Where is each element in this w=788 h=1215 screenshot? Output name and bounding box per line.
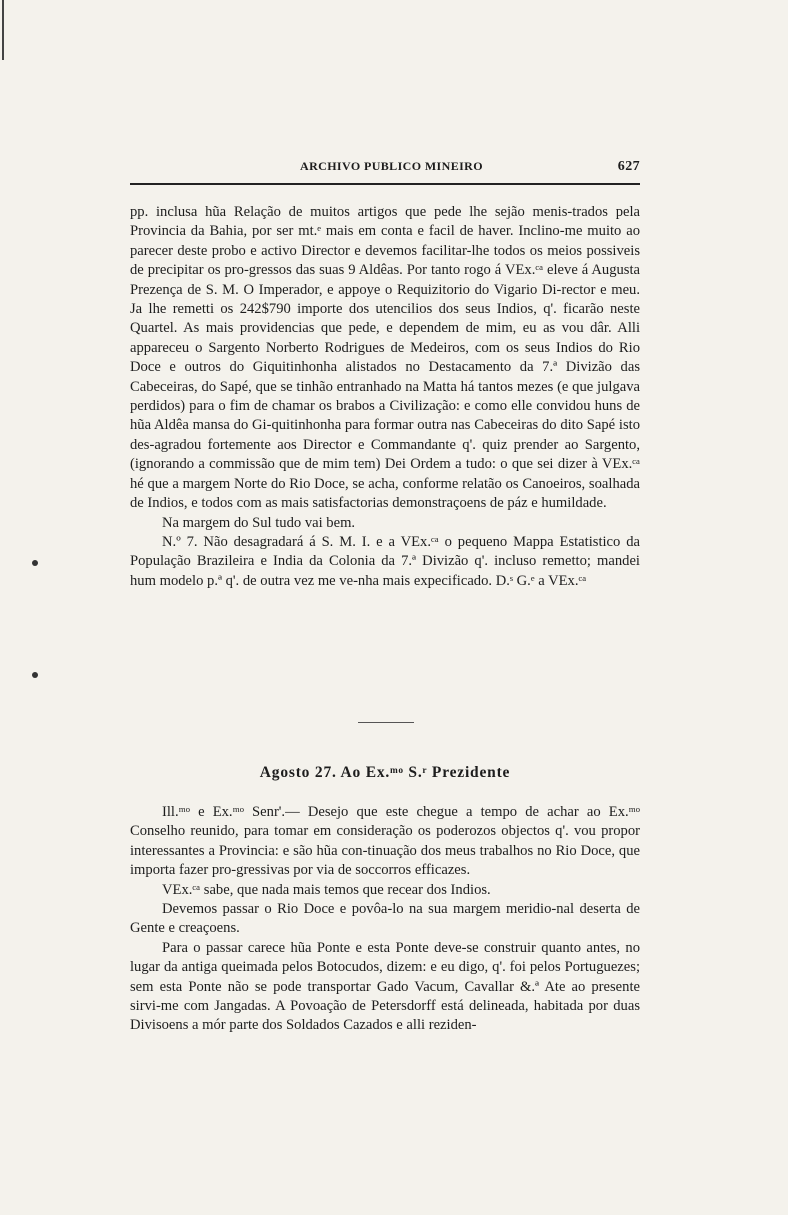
paragraph: Para o passar carece hũa Ponte e esta Ponte deve-se construir quanto antes, no lugar da antiga queimada pelos Botocudos, dizem: e eu digo, q'. foi pelos Portuguezes; sem esta Ponte não se pode transportar Gado Vacum, Cavallar &.ª Ate ao presente sirvi-me com Jangadas. A Povoação de Petersdorff está delineada, habitada por duas Divisoens a mór parte dos Soldados Cazados e alli reziden- [130, 939, 640, 1034]
page-edge-mark [2, 0, 4, 60]
header-rule [130, 183, 640, 185]
page-number: 627 [617, 159, 640, 174]
paragraph: pp. inclusa hũa Relação de muitos artigos que pede lhe sejão menis-trados pela Provincia da Bahia, por ser mt.ᵉ mais em conta e facil de haver. Inclino-me muito ao parecer deste probo e activo Director e devemos facilitar-lhe todos os meios possiveis de precipitar os pro-gressos das suas 9 Aldêas. Por tanto rogo á VEx.ᶜᵃ eleve á Augusta Prezença de S. M. O Imperador, e appoye o Requizitorio do Vigario Di-rector e meu. Ja lhe remetti os 242$790 importe dos utencilios dos seus Indios, q'. ficarão neste Quartel. As mais providencias que pede, e dependem de mim, eu as vou dâr. Alli appareceu o Sargento Norberto Rodrigues de Medeiros, com os seus Indios do Rio Doce e outros do Giquitinhonha alistados no Destacamento da 7.ª Divizão das Cabeceiras, do Sapé, que se tinhão entranhado na Matta há tantos mezes (e que julgava perdidos) para o fim de chamar os brabos a Civilização: e como elle convidou huns de hũa Aldêa mansa do Gi-quitinhonha para formar outra nas Cabeceiras do dito Sapé isto des-agradou fortemente aos Director e Commandante q'. quiz prender ao Sargento, (ignorando a commissão que de mim tem) Dei Ordem a tudo: o que sei dizer à VEx.ᶜᵃ hé que a margem Norte do Rio Doce, se acha, conforme relatão os Canoeiros, soalhada de Indios, e todos com as mais satisfactorias demonstraçoens de páz e humildade. [130, 204, 640, 512]
section-separator [358, 722, 414, 723]
running-header [130, 159, 640, 177]
margin-dot [32, 560, 38, 566]
letter-continuation [130, 203, 640, 591]
margin-dot [32, 672, 38, 678]
paragraph: Devemos passar o Rio Doce e povôa-lo na sua margem meridio-nal deserta de Gente e creaçoens. [130, 901, 640, 937]
new-letter [130, 803, 640, 1036]
header-title: ARCHIVO PUBLICO MINEIRO [300, 159, 483, 173]
paragraph: VEx.ᶜᵃ sabe, que nada mais temos que recear dos Indios. [162, 881, 491, 898]
paragraph: Ill.ᵐᵒ e Ex.ᵐᵒ Senr'.— Desejo que este chegue a tempo de achar ao Ex.ᵐᵒ Conselho reunido, para tomar em consideração os poderozos objectos q'. vou propor interessantes a Provincia: e são hũa con-tinuação dos meus trabalhos no Rio Doce, que importa fazer pro-gressivas por via de soccorros efficazes. [130, 804, 640, 879]
section-heading: Agosto 27. Ao Ex.ᵐᵒ S.ʳ Prezidente [259, 764, 511, 781]
paragraph: N.º 7. Não desagradará á S. M. I. e a VEx.ᶜᵃ o pequeno Mappa Estatistico da População Brazileira e India da Colonia da 7.ª Divizão q'. incluso remetto; mandei hum modelo p.ª q'. de outra vez me ve-nha mais expecificado. D.ˢ G.ᵉ a VEx.ᶜᵃ [130, 533, 640, 589]
paragraph: Na margem do Sul tudo vai bem. [162, 514, 356, 531]
